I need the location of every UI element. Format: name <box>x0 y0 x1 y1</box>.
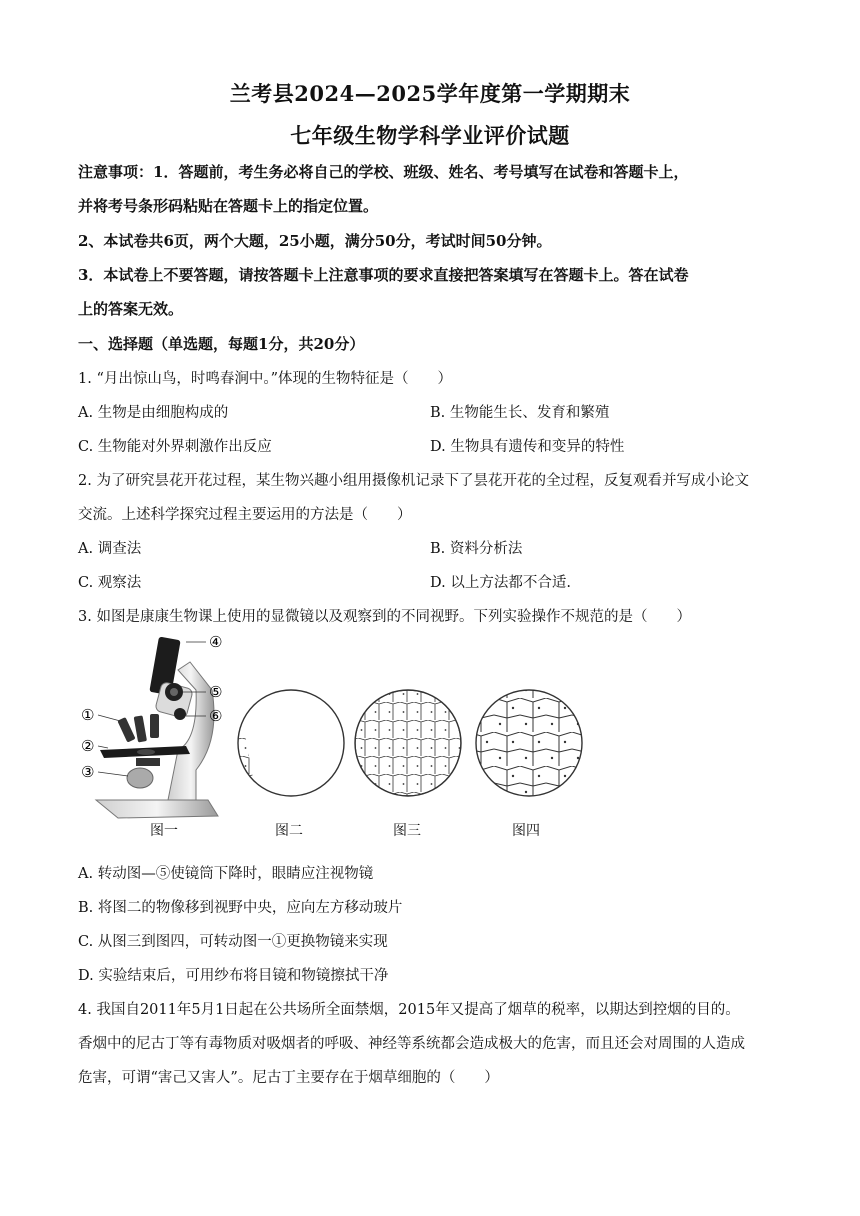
q1-option-a: A. 生物是由细胞构成的 <box>78 405 229 421</box>
marker-1: ① <box>81 706 95 724</box>
marker-3: ③ <box>81 763 95 781</box>
fig-label-4: 图四 <box>512 823 540 839</box>
q1-option-c: C. 生物能对外界刺激作出反应 <box>78 439 272 455</box>
q2-stem-line-1: 2. 为了研究昙花开花过程，某生物兴趣小组用摄像机记录下了昙花开花的全过程，反复观看并写成小论文 <box>78 473 749 489</box>
q2-stem-line-2: 交流。上述科学探究过程主要运用的方法是（ ） <box>78 507 412 523</box>
q3-option-d: D. 实验结束后，可用纱布将目镜和物镜擦拭干净 <box>78 968 389 984</box>
q4-stem-line-1: 4. 我国自2011年5月1日起在公共场所全面禁烟，2015年又提高了烟草的税率，以期达到控烟的目的。 <box>78 1002 740 1018</box>
exam-title: 兰考县2024—2025学年度第一学期期末 <box>229 81 631 106</box>
section-heading: 一、选择题（单选题，每题1分，共20分） <box>78 335 365 353</box>
notes-line-1: 注意事项：1．答题前，考生务必将自己的学校、班级、姓名、考号填写在试卷和答题卡上， <box>78 163 689 181</box>
notes-line-2: 并将考号条形码粘贴在答题卡上的指定位置。 <box>78 197 379 215</box>
view-3 <box>355 690 461 796</box>
marker-2: ② <box>81 737 95 755</box>
fig-label-2: 图二 <box>275 823 303 839</box>
fig-label-1: 图一 <box>150 823 178 839</box>
marker-6: ⑥ <box>209 707 223 725</box>
q2-option-d: D. 以上方法都不合适. <box>430 575 571 591</box>
q4-stem-line-2: 香烟中的尼古丁等有毒物质对吸烟者的呼吸、神经等系统都会造成极大的危害，而且还会对周围的人造成 <box>78 1036 745 1052</box>
marker-5: ⑤ <box>209 683 223 701</box>
q1-option-b: B. 生物能生长、发育和繁殖 <box>430 405 610 421</box>
q2-option-a: A. 调查法 <box>78 541 142 557</box>
q3-option-c: C. 从图三到图四，可转动图一①更换物镜来实现 <box>78 934 388 950</box>
q3-option-b: B. 将图二的物像移到视野中央，应向左方移动玻片 <box>78 900 403 916</box>
microscope-illustration <box>96 637 218 818</box>
microscope-figure <box>78 630 598 845</box>
notes-line-3: 2、本试卷共6页，两个大题，25小题，满分50分，考试时间50分钟。 <box>78 232 552 250</box>
fig-label-3: 图三 <box>393 823 421 839</box>
q2-option-c: C. 观察法 <box>78 575 142 591</box>
exam-subtitle: 七年级生物学科学业评价试题 <box>290 123 570 148</box>
notes-line-5: 上的答案无效。 <box>78 300 184 318</box>
notes-line-4: 3．本试卷上不要答题，请按答题卡上注意事项的要求直接把答案填写在答题卡上。答在试卷 <box>78 266 689 284</box>
q1-option-d: D. 生物具有遗传和变异的特性 <box>430 439 625 455</box>
q3-stem: 3. 如图是康康生物课上使用的显微镜以及观察到的不同视野。下列实验操作不规范的是（ ） <box>78 609 691 625</box>
marker-4: ④ <box>209 633 223 651</box>
view-4 <box>476 690 582 796</box>
q1-stem: 1. “月出惊山鸟，时鸣春涧中。”体现的生物特征是（ ） <box>78 371 453 387</box>
q2-option-b: B. 资料分析法 <box>430 541 523 557</box>
q4-stem-line-3: 危害，可谓“害己又害人”。尼古丁主要存在于烟草细胞的（ ） <box>78 1070 499 1086</box>
q3-option-a: A. 转动图—⑤使镜筒下降时，眼睛应注视物镜 <box>78 866 374 882</box>
